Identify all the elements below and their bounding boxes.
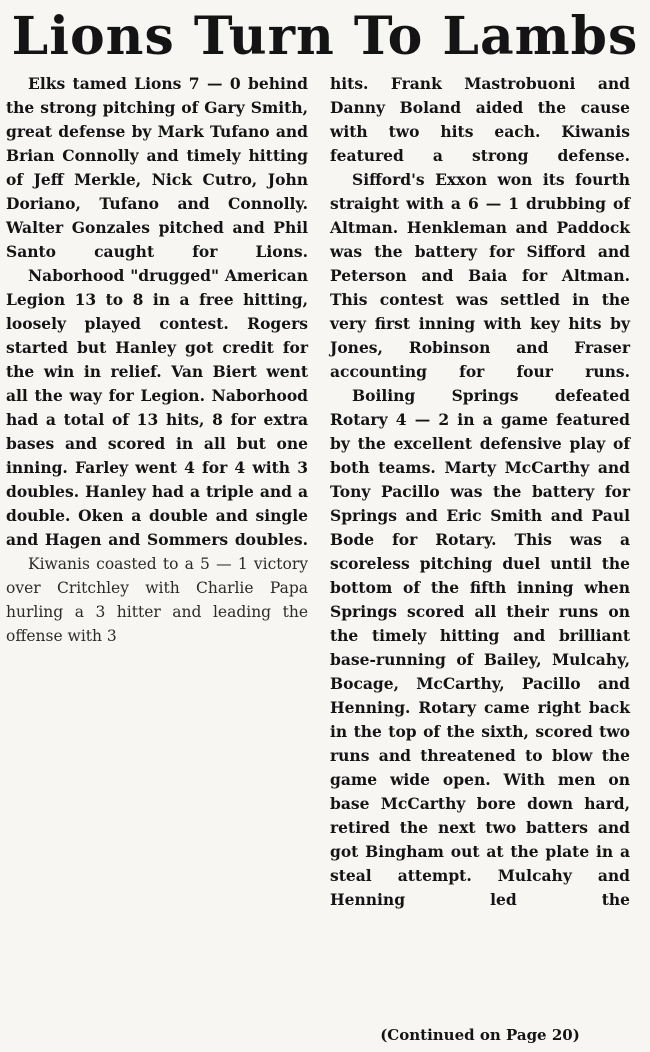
article-paragraph-springs-rotary: Boiling Springs defeated Rotary 4 — 2 in a game featured by the excellent defensive play of both teams. Marty McCarthy and Tony Pacillo was the battery for Springs and Eric Smith and Paul Bode for Rotary. This was a scoreless pitching duel until the bottom of the fifth inning when Springs scored all their runs on the timely hitting and brilliant base-running of Bailey, Mulcahy, Bocage, McCarthy, Pacillo and Henning. Rotary came right back in the top of the sixth, scored two runs and threatened to blow the game wide open. With men on base McCarthy bore down hard, retired the next two batters and got Bingham out at the plate in a steal attempt. Mulcahy and Henning led the	[330, 386, 630, 909]
continued-on-page-note: (Continued on Page 20)	[380, 1026, 580, 1044]
article-paragraph-elks-lions: Elks tamed Lions 7 — 0 behind the strong pitching of Gary Smith, great defense by Mark Tufano and Brian Connolly and timely hitting of Jeff Merkle, Nick Cutro, John Doriano, Tufano and Connolly. Walter Gonzales pitched and Phil Santo caught for Lions.	[6, 74, 308, 261]
article-paragraph-naborhood-legion: Naborhood "drugged" American Legion 13 to 8 in a free hitting, loosely played contest. Rogers started but Hanley got credit for the win in relief. Van Biert went all the way for Legion. Naborhood had a total of 13 hits, 8 for extra bases and scored in all but one inning. Farley went 4 for 4 with 3 doubles. Hanley had a triple and a double. Oken a double and single and Hagen and Sommers doubles.	[6, 266, 308, 549]
article-column-left	[6, 72, 308, 648]
article-paragraph-kiwanis-critchley: Kiwanis coasted to a 5 — 1 victory over Critchley with Charlie Papa hurling a 3 hitter and leading the offense with 3	[6, 555, 308, 645]
article-headline: Lions Turn To Lambs	[11, 6, 639, 67]
article-paragraph-sifford-altman: Sifford's Exxon won its fourth straight with a 6 — 1 drubbing of Altman. Henkleman and Paddock was the battery for Sifford and Peterson and Baia for Altman. This contest was settled in the very first inning with key hits by Jones, Robinson and Fraser accounting for four runs.	[330, 170, 630, 381]
article-column-right	[330, 72, 630, 912]
article-paragraph-kiwanis-continued: hits. Frank Mastrobuoni and Danny Boland aided the cause with two hits each. Kiwanis featured a strong defense.	[330, 74, 630, 165]
